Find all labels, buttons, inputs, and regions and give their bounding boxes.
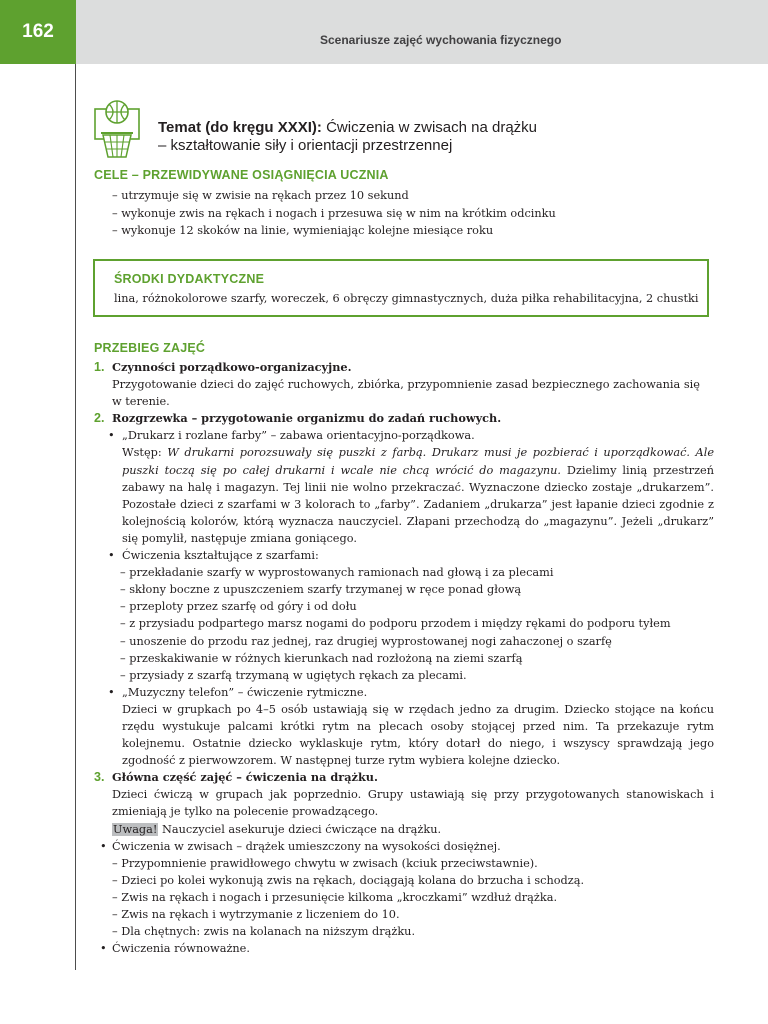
header-band — [0, 0, 768, 64]
topic-title — [158, 119, 578, 155]
list-item: – skłony boczne z upuszczeniem szarfy trzymanej w ręce ponad głową — [120, 583, 522, 597]
step-1-title — [94, 359, 714, 376]
topic-subtitle: – kształtowanie siły i orientacji przestrzennej — [158, 137, 453, 154]
exercises-title: • Ćwiczenia kształtujące z szarfami: — [94, 547, 714, 564]
hang-title: • Ćwiczenia w zwisach – drążek umieszczony na wysokości dosiężnej. — [94, 838, 714, 855]
paragraph: Dzieci w grupkach po 4–5 osób ustawiają się w rzędach jedno za drugim. Dziecko stojące na końcu rzędu wystukuje palcami krótki rytm na plecach osoby stojącej przed nim. Ta przekazuje rytm kolejnemu. Ostatnie dziecko wyklaskuje rytm, który dotarł do niego, i wszyscy sprawdzają jego zgodność z pierwowzorem. W następnej turze rytm wybiera kolejne dziecko. — [122, 702, 714, 768]
intro-italic: W drukarni porozsuwały się puszki z farbą. Drukarz musi je pozbierać i uporządkować. Ale puszki toczą się po całej drukarni i wcale nie chcą wrócić do magazynu. — [122, 446, 715, 477]
step-number: 3. — [94, 770, 105, 785]
balance-title: • Ćwiczenia równoważne. — [94, 940, 714, 957]
list-item: – przysiady z szarfą trzymaną w ugiętych rękach za plecami. — [120, 668, 467, 682]
list-item: – z przysiadu podpartego marsz nogami do podporu przodem i między rękami do podporu tyłem — [120, 617, 671, 631]
step-number: 1. — [94, 360, 105, 374]
step-3-title — [94, 769, 714, 786]
step-title: Główna część zajęć – ćwiczenia na drążku. — [112, 770, 378, 785]
basketball-hoop-icon — [94, 97, 140, 161]
list-item: – Dla chętnych: zwis na kolanach na niższym drążku. — [112, 925, 416, 939]
game-title: • „Muzyczny telefon” – ćwiczenie rytmiczne. — [94, 684, 714, 701]
step-2-title — [94, 410, 714, 427]
list-item: – wykonuje zwis na rękach i nogach i przesuwa się w nim na krótkim odcinku — [112, 206, 556, 220]
list-item: – Zwis na rękach i wytrzymanie z liczeniem do 10. — [112, 908, 400, 921]
list-item: – utrzymuje się w zwisie na rękach przez 10 sekund — [112, 189, 409, 202]
means-heading: ŚRODKI DYDAKTYCZNE — [114, 272, 265, 286]
list-item: – Dzieci po kolei wykonują zwis na rękach, dociągają kolana do brzucha i schodzą. — [112, 873, 585, 887]
paragraph: Dzieci ćwiczą w grupach jak poprzednio. Grupy ustawiają się przy przygotowanych stanowiskach i zmieniają je tylko na polecenie prowadzącego. — [112, 788, 714, 819]
paragraph — [94, 444, 714, 547]
step-number: 2. — [94, 411, 105, 426]
step-title: Czynności porządkowo-organizacyjne. — [112, 360, 352, 374]
note-label: Uwaga! — [113, 822, 158, 836]
note-text: Nauczyciel asekuruje dzieci ćwiczące na drążku. — [162, 822, 442, 836]
means-text: lina, różnokolorowe szarfy, woreczek, 6 obręczy gimnastycznych, duża piłka rehabilitacyjna, 2 chustki — [114, 292, 699, 305]
intro-label: Wstęp: — [122, 446, 162, 460]
margin-rule — [75, 64, 76, 970]
note — [94, 821, 714, 838]
game-title: • „Drukarz i rozlane farby” – zabawa orientacyjno-porządkowa. — [94, 427, 714, 444]
course-heading: PRZEBIEG ZAJĘĆ — [94, 341, 206, 355]
topic-name: Ćwiczenia w zwisach na drążku — [326, 119, 538, 136]
paragraph: w terenie. — [112, 395, 170, 409]
list-item: – przekładanie szarfy w wyprostowanych ramionach nad głową i za plecami — [120, 566, 554, 580]
course-body — [94, 359, 714, 957]
paragraph: Przygotowanie dzieci do zajęć ruchowych, zbiórka, przypomnienie zasad bezpiecznego zachowania się — [112, 378, 700, 392]
means-box — [93, 259, 709, 317]
page-number: 162 — [0, 0, 76, 64]
list-item: – przeskakiwanie w różnych kierunkach nad rozłożoną na ziemi szarfą — [120, 651, 523, 665]
step-title: Rozgrzewka – przygotowanie organizmu do zadań ruchowych. — [112, 411, 502, 426]
topic-lead: Temat (do kręgu XXXI): — [158, 119, 322, 136]
list-item: – przeploty przez szarfę od góry i od dołu — [120, 600, 357, 614]
running-title: Scenariusze zajęć wychowania fizycznego — [320, 33, 562, 47]
list-item: – Zwis na rękach i nogach i przesunięcie kilkoma „kroczkami” wzdłuż drążka. — [112, 890, 558, 904]
list-item: – Przypomnienie prawidłowego chwytu w zwisach (kciuk przeciwstawnie). — [112, 856, 538, 870]
list-item: – wykonuje 12 skoków na linie, wymieniając kolejne miesiące roku — [112, 224, 494, 237]
goals-heading: CELE – PRZEWIDYWANE OSIĄGNIĘCIA UCZNIA — [94, 168, 389, 182]
game-text: Dzielimy linią przestrzeń zabawy na halę i magazyn. Tej linii nie wolno przekraczać. Wyznaczone dziecko zostaje „drukarzem”. Pozostałe dzieci z szarfami w 3 kolorach to „farby”. Zadaniem „drukarza” jest łapanie dzieci zgodnie z kolejnością kolorów, którą wyznacza nauczyciel. Złapani przechodzą do „magazynu”. Jeżeli „drukarz” się pomylił, następuje zmiana goniącego. — [122, 463, 714, 545]
list-item: – unoszenie do przodu raz jednej, raz drugiej wyprostowanej nogi zahaczonej o szarfę — [120, 634, 612, 648]
goals-list — [112, 187, 712, 240]
